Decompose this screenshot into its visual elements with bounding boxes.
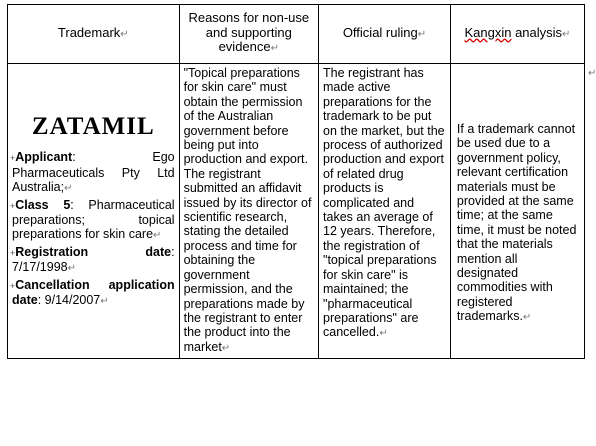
bullet-icon: + <box>10 200 16 211</box>
paragraph-mark-icon: ↵ <box>379 328 388 340</box>
bullet-icon: + <box>10 247 16 258</box>
end-of-row-mark-icon: ↵ <box>588 68 596 79</box>
header-reasons: Reasons for non-use and supporting evidence↵ <box>179 5 318 64</box>
paragraph-mark-icon: ↵ <box>67 263 76 275</box>
header-row <box>8 5 585 64</box>
paragraph-mark-icon: ↵ <box>562 28 571 40</box>
paragraph-mark-icon: ↵ <box>270 43 280 55</box>
header-kangxin-analysis: Kangxin analysis↵ <box>450 5 584 64</box>
paragraph-mark-icon: ↵ <box>64 183 73 195</box>
bullet-icon: + <box>10 153 16 164</box>
class-field: +Class 5: Pharmaceutical preparations; topical preparations for skin care↵ <box>10 197 175 242</box>
official-ruling-cell: The registrant has made active preparations for the trademark to be put on the market, but the process of authorized production and export of related drug products is complicated and takes an average of 12 years. Therefore, the registration of "topical preparations for skin care" is maintained; the "pharmaceutical preparations" are cancelled.↵ <box>319 64 451 359</box>
paragraph-mark-icon: ↵ <box>100 296 109 308</box>
trademark-cell <box>8 64 180 359</box>
header-official-ruling: Official ruling↵ <box>319 5 451 64</box>
paragraph-mark-icon: ↵ <box>522 312 532 324</box>
applicant-field: +Applicant: Ego Pharmaceuticals Pty Ltd Australia;↵ <box>10 150 175 195</box>
bullet-icon: + <box>10 280 16 291</box>
case-row <box>8 64 585 359</box>
paragraph-mark-icon: ↵ <box>120 28 129 40</box>
reasons-cell: "Topical preparations for skin care" must obtain the permission of the Australian government before being put into production and export. The registrant submitted an affidavit issued by its director of scientific research, stating the detailed process and time for obtaining the government permission, and the preparations made by the registrant to enter the product into the market↵ <box>179 64 318 359</box>
paragraph-mark-icon: ↵ <box>417 28 427 40</box>
trademark-case-table <box>7 4 585 359</box>
spellcheck-flagged-word: Kangxin <box>464 24 512 40</box>
paragraph-mark-icon: ↵ <box>221 342 231 354</box>
cancellation-date-field: +Cancellation application date: 9/14/2007↵ <box>10 277 175 308</box>
header-trademark: Trademark↵ <box>8 5 180 64</box>
registration-date-field: +Registration date: 7/17/1998↵ <box>10 244 175 275</box>
paragraph-mark-icon: ↵ <box>153 230 162 242</box>
zatamil-logo: ZATAMIL <box>31 113 155 140</box>
kangxin-analysis-cell: If a trademark cannot be used due to a government policy, relevant certification materials must be provided at the same time; at the same time, it must be noted that the materials mention all designated commodities with registered trademarks.↵ <box>450 64 584 359</box>
